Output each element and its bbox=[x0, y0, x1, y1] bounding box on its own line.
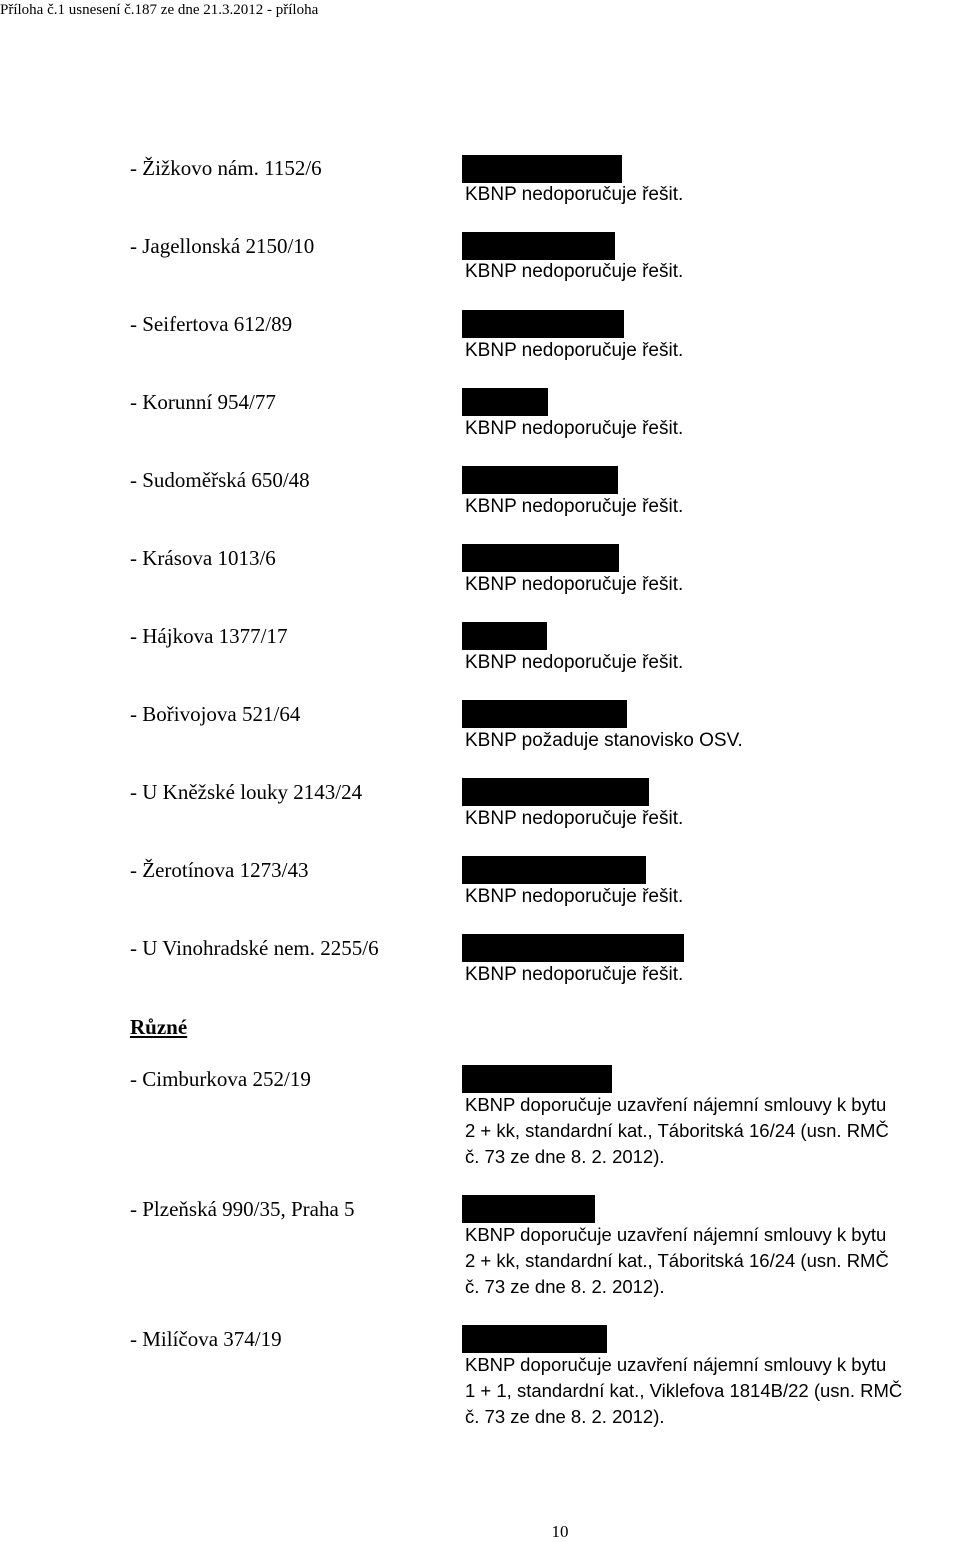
various-note-line: 1 + 1, standardní kat., Viklefova 1814B/22 (usn. RMČ bbox=[465, 1380, 903, 1401]
entry-note: KBNP nedoporučuje řešit. bbox=[465, 496, 684, 517]
entry-address: - Krásova 1013/6 bbox=[130, 546, 276, 570]
various-note bbox=[465, 1092, 889, 1170]
entry-address: - Jagellonská 2150/10 bbox=[130, 234, 315, 258]
entry-address: - Korunní 954/77 bbox=[130, 390, 276, 414]
redaction-bar bbox=[462, 700, 627, 728]
entry-address: - Žerotínova 1273/43 bbox=[130, 858, 309, 882]
entry-note: KBNP nedoporučuje řešit. bbox=[465, 652, 684, 673]
redaction-bar bbox=[462, 1325, 607, 1353]
redaction-bar bbox=[462, 232, 615, 260]
entry-address: - U Kněžské louky 2143/24 bbox=[130, 780, 363, 804]
entry-note: KBNP nedoporučuje řešit. bbox=[465, 340, 684, 361]
redaction-bar bbox=[462, 388, 548, 416]
section-heading: Různé bbox=[130, 1015, 188, 1039]
various-note-line: KBNP doporučuje uzavření nájemní smlouvy k bytu bbox=[465, 1224, 887, 1245]
various-address: - Cimburkova 252/19 bbox=[130, 1067, 311, 1091]
various-address: - Milíčova 374/19 bbox=[130, 1327, 282, 1351]
various-note-line: č. 73 ze dne 8. 2. 2012). bbox=[465, 1146, 665, 1167]
redaction-bar bbox=[462, 1195, 595, 1223]
various-note-line: č. 73 ze dne 8. 2. 2012). bbox=[465, 1406, 665, 1427]
redaction-bar bbox=[462, 466, 618, 494]
document-header: Příloha č.1 usnesení č.187 ze dne 21.3.2012 - příloha bbox=[0, 2, 319, 18]
redaction-bar bbox=[462, 1065, 612, 1093]
various-address: - Plzeňská 990/35, Praha 5 bbox=[130, 1197, 355, 1221]
entry-address: - Sudoměřská 650/48 bbox=[130, 468, 310, 492]
various-note-line: 2 + kk, standardní kat., Táboritská 16/24 (usn. RMČ bbox=[465, 1120, 889, 1141]
entry-address: - Seifertova 612/89 bbox=[130, 312, 293, 336]
various-note-line: KBNP doporučuje uzavření nájemní smlouvy k bytu bbox=[465, 1354, 887, 1375]
entry-note: KBNP nedoporučuje řešit. bbox=[465, 261, 684, 282]
entry-note: KBNP nedoporučuje řešit. bbox=[465, 418, 684, 439]
various-note bbox=[465, 1352, 902, 1430]
redaction-bar bbox=[462, 934, 684, 962]
redaction-bar bbox=[462, 622, 547, 650]
entry-note: KBNP nedoporučuje řešit. bbox=[465, 184, 684, 205]
redaction-bar bbox=[462, 310, 624, 338]
entry-note: KBNP nedoporučuje řešit. bbox=[465, 964, 684, 985]
various-note bbox=[465, 1222, 889, 1300]
entry-address: - Bořivojova 521/64 bbox=[130, 702, 301, 726]
entry-address: - Žižkovo nám. 1152/6 bbox=[130, 156, 322, 180]
entry-address: - U Vinohradské nem. 2255/6 bbox=[130, 936, 379, 960]
page-number: 10 bbox=[551, 1522, 569, 1541]
entry-address: - Hájkova 1377/17 bbox=[130, 624, 288, 648]
entry-note: KBNP nedoporučuje řešit. bbox=[465, 574, 684, 595]
entry-note: KBNP požaduje stanovisko OSV. bbox=[465, 730, 743, 751]
redaction-bar bbox=[462, 544, 619, 572]
redaction-bar bbox=[462, 778, 649, 806]
redaction-bar bbox=[462, 856, 646, 884]
entry-note: KBNP nedoporučuje řešit. bbox=[465, 808, 684, 829]
various-note-line: KBNP doporučuje uzavření nájemní smlouvy k bytu bbox=[465, 1094, 887, 1115]
redaction-bar bbox=[462, 155, 622, 183]
various-note-line: 2 + kk, standardní kat., Táboritská 16/24 (usn. RMČ bbox=[465, 1250, 889, 1271]
entry-note: KBNP nedoporučuje řešit. bbox=[465, 886, 684, 907]
various-note-line: č. 73 ze dne 8. 2. 2012). bbox=[465, 1276, 665, 1297]
